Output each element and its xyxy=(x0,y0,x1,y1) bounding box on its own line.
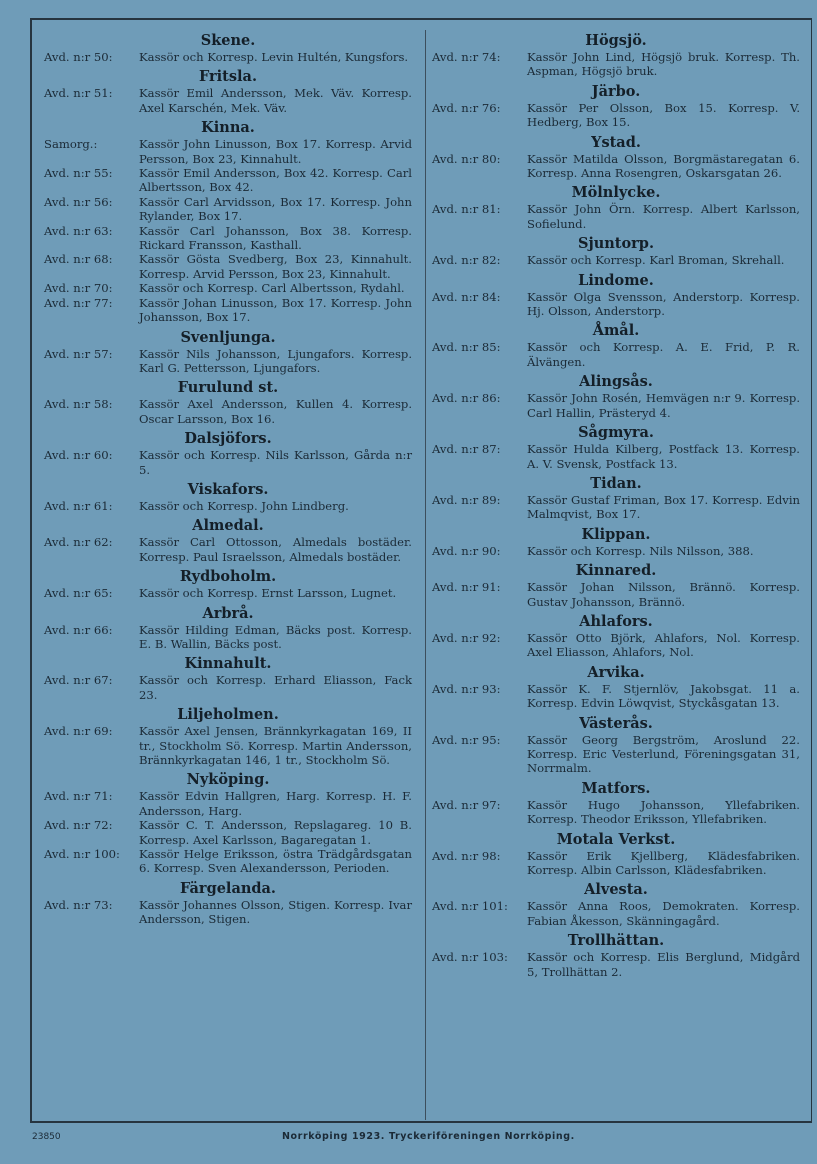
entry-row xyxy=(432,493,800,522)
entry-row xyxy=(44,281,412,295)
section xyxy=(432,184,800,231)
entry-text: Kassör John Örn. Korresp. Albert Karlsson, Sofielund. xyxy=(527,202,800,231)
section xyxy=(44,706,412,767)
entry-text: Kassör John Lind, Högsjö bruk. Korresp. Th. Aspman, Högsjö bruk. xyxy=(527,50,800,79)
section-heading: Västerås. xyxy=(579,714,653,732)
entry-row xyxy=(432,101,800,130)
section-heading: Rydboholm. xyxy=(179,568,277,586)
entry-text: Kassör Erik Kjellberg, Klädesfabriken. Korresp. Albin Carlsson, Klädesfabriken. xyxy=(527,848,800,877)
entry-row xyxy=(44,847,412,876)
entry-row xyxy=(44,535,412,564)
entry-text: Kassör och Korresp. Elis Berglund, Midgård 5, Trollhättan 2. xyxy=(527,950,800,979)
entry-row xyxy=(44,252,412,281)
section xyxy=(44,379,412,426)
section-heading: Sågmyra. xyxy=(578,424,654,442)
entry-label: Avd. n:r 101: xyxy=(432,899,508,914)
entry-label: Avd. n:r 74: xyxy=(432,50,501,64)
section-heading: Alvesta. xyxy=(584,881,648,899)
entry-text: Kassör C. T. Andersson, Repslagareg. 10 B. Korresp. Axel Karlsson, Bagaregatan 1. xyxy=(139,818,412,847)
section-heading: Klippan. xyxy=(581,525,651,543)
section-heading: Trollhättan. xyxy=(567,932,665,950)
section xyxy=(432,526,800,558)
entry-text: Kassör Carl Johansson, Box 38. Korresp. Rickard Fransson, Kasthall. xyxy=(139,223,412,253)
entry-row xyxy=(44,898,412,927)
entry-label: Avd. n:r 100: xyxy=(44,847,120,862)
entry-label: Avd. n:r 77: xyxy=(44,295,113,310)
entry-label: Avd. n:r 55: xyxy=(44,166,113,181)
section-heading: Viskafors. xyxy=(187,480,269,498)
section xyxy=(432,424,800,471)
entry-text: Kassör och Korresp. Nils Nilsson, 388. xyxy=(527,543,754,558)
right-column xyxy=(432,28,800,979)
entry-label: Avd. n:r 82: xyxy=(432,253,501,268)
entry-row xyxy=(44,224,412,253)
entry-text: Kassör Johan Nilsson, Brännö. Korresp. Gustav Johansson, Brännö. xyxy=(527,580,800,609)
entry-row xyxy=(432,849,800,878)
section-heading: Mölnlycke. xyxy=(571,184,661,202)
entry-label: Avd. n:r 61: xyxy=(44,498,113,513)
section-heading: Skene. xyxy=(200,32,256,49)
section xyxy=(44,32,412,64)
entry-row xyxy=(432,544,800,558)
section xyxy=(432,272,800,319)
section-heading: Ahlafors. xyxy=(579,612,653,630)
section-heading: Arvika. xyxy=(587,663,645,681)
entry-row xyxy=(432,682,800,711)
entry-row xyxy=(44,789,412,818)
entry-row xyxy=(44,86,412,115)
entry-row xyxy=(44,195,412,224)
entry-text: Kassör Hulda Kilberg, Postfack 13. Korresp. A. V. Svensk, Postfack 13. xyxy=(527,442,800,471)
section-heading: Fritsla. xyxy=(199,68,257,86)
entry-text: Kassör Emil Andersson, Box 42. Korresp. Carl Albertsson, Box 42. xyxy=(139,166,412,195)
entry-label: Avd. n:r 65: xyxy=(44,586,113,601)
entry-label: Avd. n:r 97: xyxy=(432,797,501,812)
entry-row xyxy=(44,397,412,426)
section-heading: Högsjö. xyxy=(585,32,647,49)
section xyxy=(432,83,800,130)
entry-text: Kassör Johannes Olsson, Stigen. Korresp. Ivar Andersson, Stigen. xyxy=(139,897,412,927)
section-heading: Matfors. xyxy=(581,779,651,797)
section xyxy=(432,780,800,827)
entry-label: Avd. n:r 51: xyxy=(44,86,113,101)
entry-text: Kassör och Korresp. John Lindberg. xyxy=(139,498,349,513)
entry-label: Avd. n:r 81: xyxy=(432,202,501,217)
column-divider xyxy=(425,30,426,1120)
entry-label: Avd. n:r 60: xyxy=(44,448,113,463)
section-heading: Kinnared. xyxy=(575,562,657,580)
section xyxy=(432,932,800,979)
section-heading: Kinnahult. xyxy=(184,655,272,673)
entry-text: Kassör Nils Johansson, Ljungafors. Korresp. Karl G. Pettersson, Ljungafors. xyxy=(139,346,412,375)
entry-text: Kassör Per Olsson, Box 15. Korresp. V. Hedberg, Box 15. xyxy=(527,100,800,130)
section xyxy=(432,715,800,776)
footer-code: 23850 xyxy=(32,1132,61,1142)
entry-row xyxy=(44,137,412,166)
entry-label: Avd. n:r 50: xyxy=(44,50,113,64)
section xyxy=(44,771,412,875)
entry-row xyxy=(432,733,800,776)
section xyxy=(432,235,800,267)
entry-text: Kassör Otto Björk, Ahlafors, Nol. Korresp. Axel Eliasson, Ahlafors, Nol. xyxy=(527,630,800,660)
entry-label: Avd. n:r 73: xyxy=(44,897,113,912)
section-heading: Almedal. xyxy=(192,517,264,535)
entry-text: Kassör John Rosén, Hemvägen n:r 9. Korresp. Carl Hallin, Prästeryd 4. xyxy=(527,391,800,420)
section xyxy=(44,481,412,513)
entry-row xyxy=(44,166,412,195)
entry-row xyxy=(44,499,412,513)
section xyxy=(432,831,800,878)
entry-row xyxy=(44,623,412,652)
entry-row xyxy=(44,448,412,477)
entry-row xyxy=(44,673,412,702)
section xyxy=(432,562,800,609)
entry-label: Avd. n:r 86: xyxy=(432,391,501,406)
entry-label: Samorg.: xyxy=(44,137,98,152)
entry-text: Kassör och Korresp. Levin Hultén, Kungsfors. xyxy=(139,50,409,64)
section-heading: Svenljunga. xyxy=(180,328,276,346)
section xyxy=(432,322,800,369)
section xyxy=(432,134,800,181)
entry-label: Avd. n:r 72: xyxy=(44,818,113,833)
entry-label: Avd. n:r 87: xyxy=(432,442,501,457)
entry-label: Avd. n:r 98: xyxy=(432,848,501,863)
section-heading: Tidan. xyxy=(590,474,642,492)
entry-row xyxy=(44,586,412,600)
entry-row xyxy=(432,631,800,660)
entry-text: Kassör Hugo Johansson, Yllefabriken. Korresp. Theodor Eriksson, Yllefabriken. xyxy=(527,797,800,827)
entry-label: Avd. n:r 68: xyxy=(44,252,113,267)
entry-text: Kassör och Korresp. Nils Karlsson, Gårda n:r 5. xyxy=(139,448,412,477)
entry-row xyxy=(432,899,800,928)
entry-label: Avd. n:r 91: xyxy=(432,580,501,595)
entry-label: Avd. n:r 67: xyxy=(44,673,113,688)
section-heading: Lindome. xyxy=(578,271,654,289)
entry-label: Avd. n:r 85: xyxy=(432,340,501,355)
section xyxy=(44,68,412,115)
entry-text: Kassör Olga Svensson, Anderstorp. Korresp. Hj. Olsson, Anderstorp. xyxy=(527,289,800,319)
entry-text: Kassör Anna Roos, Demokraten. Korresp. Fabian Åkesson, Skänningagård. xyxy=(527,899,800,928)
section-heading: Järbo. xyxy=(591,82,641,100)
entry-row xyxy=(432,290,800,319)
entry-row xyxy=(432,798,800,827)
entry-label: Avd. n:r 103: xyxy=(432,950,508,965)
section-heading: Alingsås. xyxy=(579,373,653,391)
entry-label: Avd. n:r 84: xyxy=(432,289,501,304)
entry-label: Avd. n:r 58: xyxy=(44,397,113,412)
section xyxy=(44,329,412,376)
entry-text: Kassör Helge Eriksson, östra Trädgårdsgatan 6. Korresp. Sven Alexandersson, Perioden. xyxy=(139,847,412,876)
section xyxy=(432,613,800,660)
entry-text: Kassör Gustaf Friman, Box 17. Korresp. Edvin Malmqvist, Box 17. xyxy=(527,492,800,522)
section xyxy=(432,32,800,79)
entry-label: Avd. n:r 90: xyxy=(432,543,501,558)
entry-text: Kassör och Korresp. A. E. Frid, P. R. Älvängen. xyxy=(527,340,800,369)
entry-text: Kassör och Korresp. Karl Broman, Skrehall. xyxy=(527,253,785,268)
entry-label: Avd. n:r 70: xyxy=(44,281,113,296)
entry-text: Kassör Georg Bergström, Aroslund 22. Korresp. Eric Vesterlund, Föreningsgatan 31, Norrmalm. xyxy=(527,732,800,776)
entry-row xyxy=(44,347,412,376)
entry-text: Kassör Carl Arvidsson, Box 17. Korresp. John Rylander, Box 17. xyxy=(139,194,412,224)
section-heading: Liljeholmen. xyxy=(177,706,279,724)
entry-text: Kassör K. F. Stjernlöv, Jakobsgat. 11 a. Korresp. Edvin Löwqvist, Styckåsgatan 13. xyxy=(527,681,800,711)
entry-label: Avd. n:r 92: xyxy=(432,630,501,645)
entry-text: Kassör och Korresp. Erhard Eliasson, Fack 23. xyxy=(139,673,412,702)
entry-row xyxy=(432,580,800,609)
entry-row xyxy=(432,253,800,267)
entry-label: Avd. n:r 71: xyxy=(44,789,113,804)
footer-printer: Norrköping 1923. Tryckeriföreningen Norrköping. xyxy=(282,1131,575,1142)
entry-row xyxy=(432,950,800,979)
entry-label: Avd. n:r 69: xyxy=(44,724,113,739)
section xyxy=(44,568,412,600)
entry-row xyxy=(432,340,800,369)
section-heading: Ystad. xyxy=(591,133,641,151)
entry-row xyxy=(44,818,412,847)
entry-row xyxy=(44,296,412,325)
section-heading: Åmål. xyxy=(592,322,640,340)
entry-text: Kassör och Korresp. Ernst Larsson, Lugnet. xyxy=(139,586,397,601)
entry-text: Kassör Matilda Olsson, Borgmästaregatan 6. Korresp. Anna Rosengren, Oskarsgatan 26. xyxy=(527,151,800,181)
section-heading: Dalsjöfors. xyxy=(184,430,272,448)
entry-text: Kassör Axel Jensen, Brännkyrkagatan 169, II tr., Stockholm Sö. Korresp. Martin Andersson, Brännkyrkagatan 146, 1 tr., Stockholm Sö. xyxy=(139,724,412,767)
entry-row xyxy=(432,442,800,471)
bottom-rule xyxy=(30,1121,812,1123)
section xyxy=(432,664,800,711)
entry-label: Avd. n:r 57: xyxy=(44,346,113,361)
entry-text: Kassör Emil Andersson, Mek. Väv. Korresp. Axel Karschén, Mek. Väv. xyxy=(139,86,412,115)
entry-row xyxy=(44,724,412,767)
section-heading: Motala Verkst. xyxy=(556,830,676,848)
entry-label: Avd. n:r 66: xyxy=(44,622,113,637)
section-heading: Arbrå. xyxy=(202,604,254,622)
entry-label: Avd. n:r 80: xyxy=(432,151,501,166)
section xyxy=(432,881,800,928)
section-heading: Sjuntorp. xyxy=(578,235,654,253)
section xyxy=(44,430,412,477)
section xyxy=(432,373,800,420)
section xyxy=(44,655,412,702)
entry-label: Avd. n:r 89: xyxy=(432,492,501,507)
section xyxy=(432,475,800,522)
section xyxy=(44,517,412,564)
entry-text: Kassör Carl Ottosson, Almedals bostäder. Korresp. Paul Israelsson, Almedals bostäder. xyxy=(139,535,412,564)
entry-text: Kassör Edvin Hallgren, Harg. Korresp. H. F. Andersson, Harg. xyxy=(139,789,412,818)
section xyxy=(44,880,412,927)
entry-text: Kassör Gösta Svedberg, Box 23, Kinnahult. Korresp. Arvid Persson, Box 23, Kinnahult. xyxy=(139,252,412,281)
entry-text: Kassör Johan Linusson, Box 17. Korresp. John Johansson, Box 17. xyxy=(139,295,412,325)
section-heading: Färgelanda. xyxy=(180,879,276,897)
section-heading: Furulund st. xyxy=(177,379,279,397)
entry-row xyxy=(432,202,800,231)
entry-text: Kassör och Korresp. Carl Albertsson, Rydahl. xyxy=(139,281,405,296)
entry-label: Avd. n:r 63: xyxy=(44,223,113,238)
entry-label: Avd. n:r 93: xyxy=(432,681,501,696)
entry-text: Kassör Hilding Edman, Bäcks post. Korresp. E. B. Wallin, Bäcks post. xyxy=(139,622,412,651)
left-column xyxy=(44,28,412,927)
entry-row xyxy=(432,391,800,420)
entry-label: Avd. n:r 76: xyxy=(432,100,501,115)
section xyxy=(44,119,412,324)
entry-row xyxy=(432,152,800,181)
entry-text: Kassör John Linusson, Box 17. Korresp. Arvid Persson, Box 23, Kinnahult. xyxy=(139,137,412,166)
entry-label: Avd. n:r 95: xyxy=(432,732,501,747)
entry-label: Avd. n:r 62: xyxy=(44,535,113,550)
section-heading: Nyköping. xyxy=(186,771,270,789)
entry-row xyxy=(432,50,800,79)
entry-row xyxy=(44,50,412,64)
section-heading: Kinna. xyxy=(201,119,255,137)
entry-label: Avd. n:r 56: xyxy=(44,194,113,209)
section xyxy=(44,605,412,652)
entry-text: Kassör Axel Andersson, Kullen 4. Korresp. Oscar Larsson, Box 16. xyxy=(139,397,412,426)
